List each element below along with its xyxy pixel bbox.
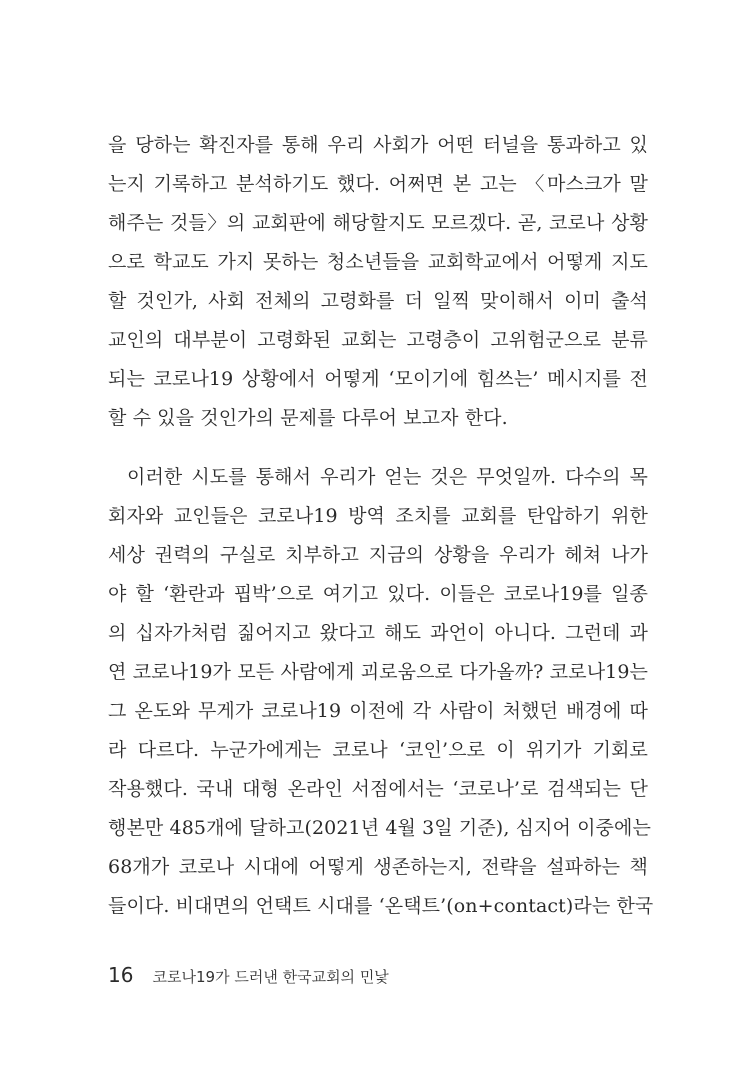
running-title: 코로나19가 드러낸 한국교회의 민낯: [152, 968, 389, 986]
text-line: 작용했다. 국내 대형 온라인 서점에서는 ‘코로나’로 검색되는 단: [108, 778, 648, 800]
text-line: 들이다. 비대면의 언택트 시대를 ‘온택트’(on+contact)라는 한국: [108, 895, 654, 917]
text-line: 연 코로나19가 모든 사람에게 괴로움으로 다가올까? 코로나19는: [108, 661, 648, 683]
text-line: 으로 학교도 가지 못하는 청소년들을 교회학교에서 어떻게 지도: [108, 251, 648, 273]
text-line: 교인의 대부분이 고령화된 교회는 고령층이 고위험군으로 분류: [108, 329, 648, 351]
page-number: 16: [108, 963, 134, 987]
text-line: 할 것인가, 사회 전체의 고령화를 더 일찍 맞이해서 이미 출석: [108, 290, 648, 312]
text-line: 야 할 ‘환란과 핍박’으로 여기고 있다. 이들은 코로나19를 일종: [108, 583, 648, 605]
text-line: 는지 기록하고 분석하기도 했다. 어쩌면 본 고는 〈마스크가 말: [108, 173, 648, 195]
paragraph-1: [108, 126, 648, 438]
text-line: 할 수 있을 것인가의 문제를 다루어 보고자 한다.: [108, 407, 508, 429]
text-line: 라 다르다. 누군가에게는 코로나 ‘코인’으로 이 위기가 기회로: [108, 739, 648, 761]
text-line: 의 십자가처럼 짊어지고 왔다고 해도 과언이 아니다. 그런데 과: [108, 622, 648, 644]
text-line: 68개가 코로나 시대에 어떻게 생존하는지, 전략을 설파하는 책: [108, 856, 648, 878]
paragraph-2: [108, 458, 654, 926]
text-line: 회자와 교인들은 코로나19 방역 조치를 교회를 탄압하기 위한: [108, 505, 648, 527]
text-line: 행본만 485개에 달하고(2021년 4월 3일 기준), 심지어 이중에는: [108, 817, 651, 839]
text-line: 그 온도와 무게가 코로나19 이전에 각 사람이 처했던 배경에 따: [108, 700, 648, 722]
page-footer: [108, 960, 389, 990]
text-line: 을 당하는 확진자를 통해 우리 사회가 어떤 터널을 통과하고 있: [108, 134, 648, 156]
text-line: 세상 권력의 구실로 치부하고 지금의 상황을 우리가 헤쳐 나가: [108, 544, 648, 566]
text-line: 되는 코로나19 상황에서 어떻게 ‘모이기에 힘쓰는’ 메시지를 전: [108, 368, 648, 390]
text-line: 해주는 것들〉의 교회판에 해당할지도 모르겠다. 곧, 코로나 상황: [108, 212, 648, 234]
text-line: 이러한 시도를 통해서 우리가 얻는 것은 무엇일까. 다수의 목: [127, 466, 648, 488]
